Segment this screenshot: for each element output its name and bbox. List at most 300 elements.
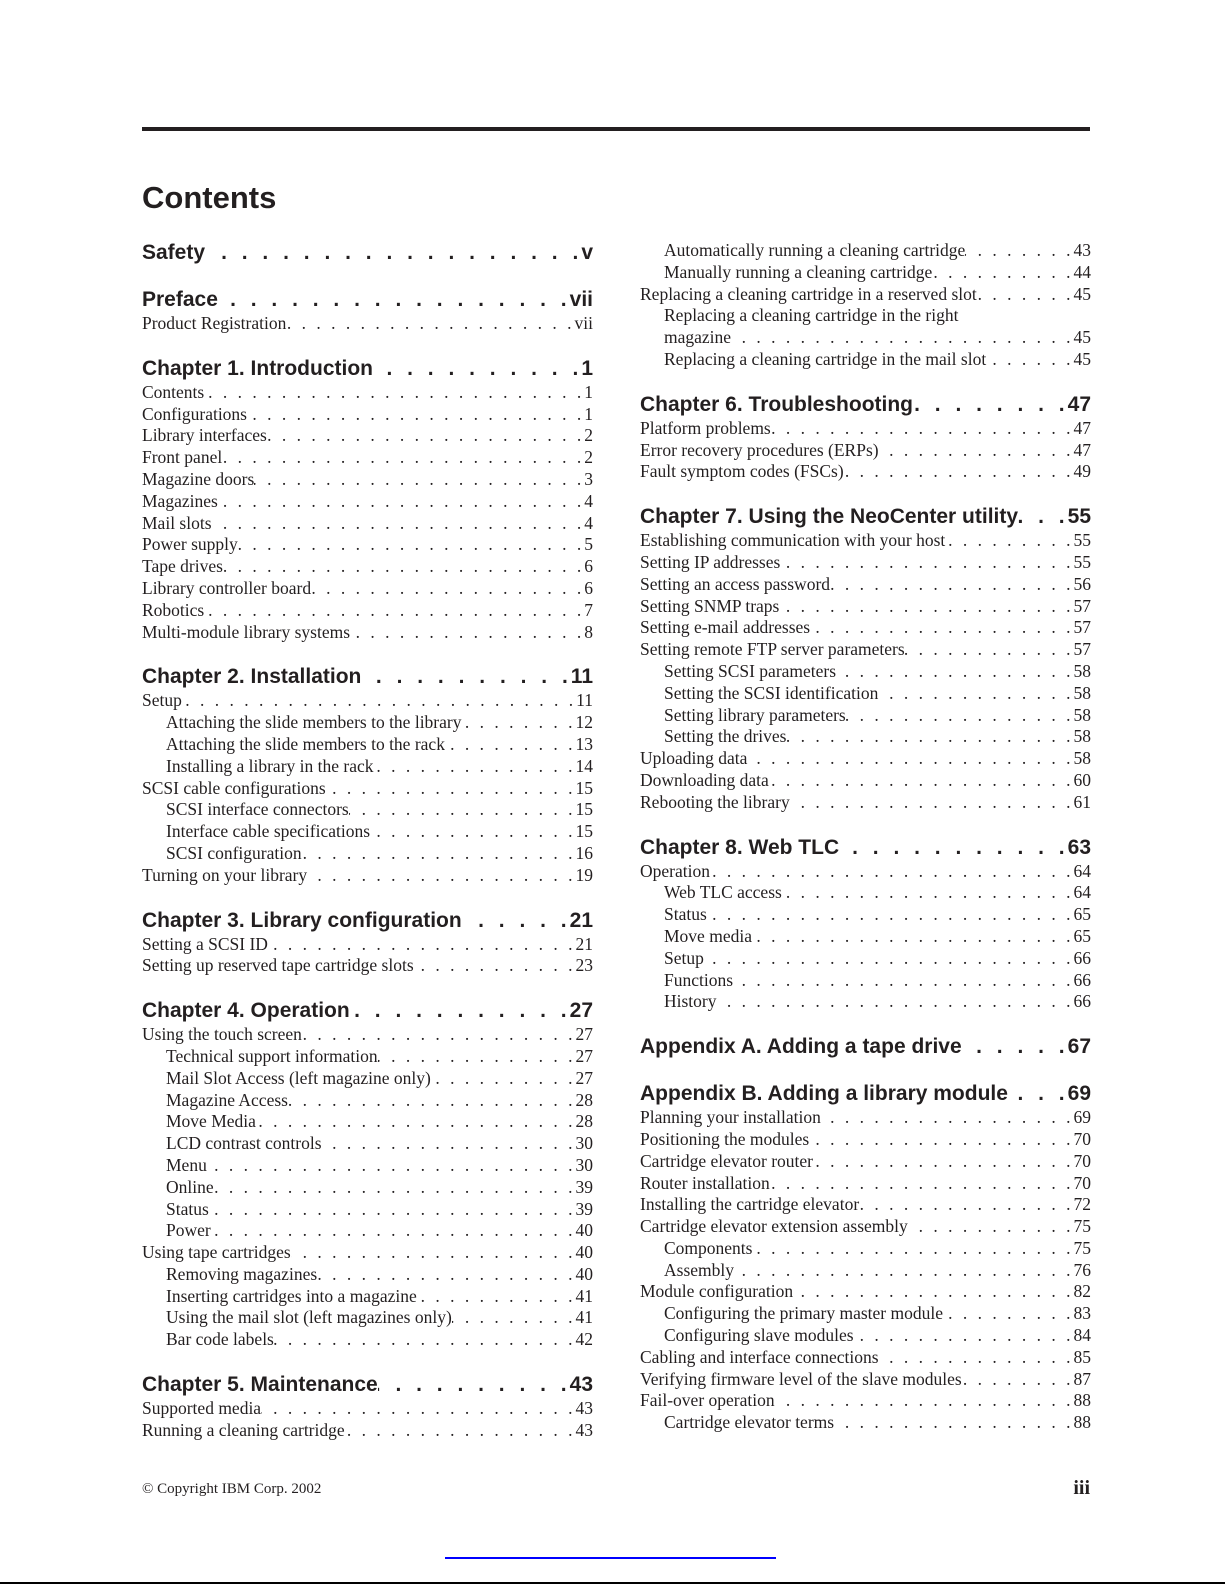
toc-section — [142, 908, 593, 978]
dot-leader — [361, 664, 570, 690]
toc-entry[interactable] — [640, 639, 1091, 661]
toc-entry[interactable] — [640, 1369, 1091, 1391]
entry-title: Inserting cartridges into a magazine — [166, 1285, 417, 1306]
toc-heading[interactable] — [142, 1372, 593, 1398]
toc-entry[interactable] — [640, 552, 1091, 574]
toc-entry[interactable] — [640, 530, 1091, 552]
entry-title: Rebooting the library — [640, 791, 790, 812]
toc-entry[interactable] — [142, 622, 593, 644]
heading-title: Chapter 6. Troubleshooting — [640, 392, 914, 416]
toc-entry[interactable] — [640, 926, 1091, 948]
entry-page: 28 — [575, 1111, 593, 1132]
entry-page: 21 — [575, 933, 593, 954]
dot-leader — [291, 1242, 576, 1264]
dot-leader — [204, 382, 584, 404]
toc-entry[interactable] — [640, 440, 1091, 462]
entry-page: 58 — [1073, 660, 1091, 681]
entry-page: 66 — [1073, 947, 1091, 968]
entry-page: 1 — [584, 403, 593, 424]
dot-leader — [965, 240, 1073, 262]
heading-page: 43 — [569, 1373, 593, 1397]
entry-page: 30 — [575, 1154, 593, 1175]
entry-page: 28 — [575, 1089, 593, 1110]
toc-entry[interactable] — [640, 882, 1091, 904]
toc-entry[interactable] — [142, 799, 593, 821]
toc-entry[interactable] — [640, 970, 1091, 992]
entry-title: Platform problems — [640, 417, 771, 438]
dot-leader — [731, 327, 1073, 349]
heading-title: Appendix B. Adding a library module — [640, 1082, 1008, 1106]
entry-title: Downloading data — [640, 769, 769, 790]
toc-heading[interactable] — [640, 504, 1091, 530]
toc-entry[interactable] — [142, 1242, 593, 1264]
entry-page: 66 — [1073, 991, 1091, 1012]
entry-page: 57 — [1073, 595, 1091, 616]
dot-leader — [908, 1216, 1074, 1238]
toc-section — [142, 240, 593, 266]
toc-heading[interactable] — [142, 356, 593, 382]
heading-page: v — [581, 241, 593, 264]
dot-leader — [373, 356, 581, 382]
toc-heading[interactable] — [640, 1034, 1091, 1060]
heading-title: Safety — [142, 241, 206, 264]
entry-page: 75 — [1073, 1237, 1091, 1258]
entry-page: 8 — [584, 621, 593, 642]
toc-entry[interactable] — [142, 447, 593, 469]
entry-page: 84 — [1073, 1325, 1091, 1346]
toc-entry[interactable] — [142, 1024, 593, 1046]
toc-entry[interactable] — [142, 1329, 593, 1351]
toc-entry[interactable] — [142, 1090, 593, 1112]
toc-entry[interactable] — [640, 305, 1091, 327]
dot-leader — [717, 991, 1074, 1013]
entry-title: Magazines — [142, 490, 218, 511]
entry-page: 57 — [1073, 639, 1091, 660]
toc-entry[interactable] — [142, 955, 593, 977]
entry-title: Interface cable specifications — [166, 821, 371, 842]
entry-title: Menu — [166, 1154, 207, 1175]
entry-page: 41 — [575, 1285, 593, 1306]
heading-title: Chapter 8. Web TLC — [640, 835, 840, 859]
toc-entry[interactable] — [142, 712, 593, 734]
toc-entry[interactable] — [640, 683, 1091, 705]
entry-page: 6 — [584, 577, 593, 598]
dot-leader — [302, 1024, 576, 1046]
entry-title: Setting library parameters — [664, 704, 846, 725]
toc-entry[interactable] — [640, 770, 1091, 792]
dot-leader — [704, 948, 1074, 970]
toc-entry[interactable] — [142, 778, 593, 800]
dot-leader — [307, 865, 575, 887]
dot-leader — [932, 262, 1073, 284]
heading-title: Chapter 3. Library configuration — [142, 908, 462, 932]
toc-entry[interactable] — [640, 1194, 1091, 1216]
entry-title: Cartridge elevator extension assembly — [640, 1216, 908, 1237]
entry-page: 47 — [1073, 439, 1091, 460]
dot-leader — [461, 712, 575, 734]
dot-leader — [809, 1129, 1073, 1151]
toc-entry[interactable] — [142, 1220, 593, 1242]
toc-entry[interactable] — [142, 821, 593, 843]
entry-title: Using the mail slot (left magazines only) — [166, 1307, 452, 1328]
entry-title: Setting the SCSI identification — [664, 682, 879, 703]
toc-entry[interactable] — [640, 1173, 1091, 1195]
entry-title: Planning your installation — [640, 1107, 821, 1128]
toc-entry[interactable] — [142, 1398, 593, 1420]
toc-entry[interactable] — [640, 1390, 1091, 1412]
dot-leader — [734, 1260, 1074, 1282]
entry-page: 55 — [1073, 530, 1091, 551]
heading-page: 27 — [569, 999, 593, 1023]
entry-page: 2 — [584, 447, 593, 468]
toc-entry[interactable] — [640, 991, 1091, 1013]
dot-leader — [782, 882, 1074, 904]
entry-title: Technical support information — [166, 1045, 378, 1066]
toc-entry[interactable] — [640, 792, 1091, 814]
heading-title: Chapter 5. Maintenance — [142, 1373, 378, 1397]
toc-entry[interactable] — [640, 1151, 1091, 1173]
entry-page: 15 — [575, 799, 593, 820]
entry-title: SCSI cable configurations — [142, 777, 326, 798]
entry-page: 64 — [1073, 882, 1091, 903]
dot-leader — [779, 596, 1073, 618]
entry-title: Installing a library in the rack — [166, 755, 374, 776]
entry-title: Power — [166, 1220, 211, 1241]
entry-title: Online — [166, 1176, 214, 1197]
entry-title: Move Media — [166, 1111, 256, 1132]
entry-title: Front panel — [142, 447, 223, 468]
entry-page: 49 — [1073, 461, 1091, 482]
toc-entry[interactable] — [142, 1264, 593, 1286]
dot-leader — [214, 1177, 576, 1199]
entry-title: Setting remote FTP server parameters — [640, 639, 905, 660]
toc-entry[interactable] — [640, 418, 1091, 440]
dot-leader — [462, 908, 570, 934]
toc-entry[interactable] — [640, 1325, 1091, 1347]
dot-leader — [182, 690, 576, 712]
toc-entry[interactable] — [142, 843, 593, 865]
toc-entry[interactable] — [142, 534, 593, 556]
page-title: Contents — [142, 180, 277, 215]
toc-entry[interactable] — [640, 1260, 1091, 1282]
toc-entry[interactable] — [640, 1129, 1091, 1151]
entry-page: 43 — [575, 1398, 593, 1419]
dot-leader — [317, 1264, 575, 1286]
entry-page: 40 — [575, 1242, 593, 1263]
entry-page: 13 — [575, 733, 593, 754]
toc-entry[interactable] — [142, 756, 593, 778]
toc-entry[interactable] — [640, 1303, 1091, 1325]
dot-leader — [211, 1220, 576, 1242]
copyright-notice: © Copyright IBM Corp. 2002 — [142, 1481, 322, 1497]
toc-entry[interactable] — [142, 1177, 593, 1199]
entry-title: Library interfaces — [142, 425, 267, 446]
entry-page: 58 — [1073, 748, 1091, 769]
toc-entry[interactable] — [142, 734, 593, 756]
entry-title: Contents — [142, 381, 205, 402]
toc-entry[interactable] — [640, 1216, 1091, 1238]
entry-page: 6 — [584, 556, 593, 577]
entry-page: 27 — [575, 1045, 593, 1066]
dot-leader — [859, 1194, 1073, 1216]
entry-page: 47 — [1073, 417, 1091, 438]
entry-page: 60 — [1073, 769, 1091, 790]
toc-section — [142, 1372, 593, 1442]
toc-entry[interactable] — [640, 1281, 1091, 1303]
dot-leader — [945, 530, 1073, 552]
entry-title: Multi-module library systems — [142, 621, 351, 642]
entry-title: Move media — [664, 925, 752, 946]
entry-page: vii — [574, 313, 593, 333]
toc-entry[interactable] — [142, 491, 593, 513]
toc-entry[interactable] — [640, 1412, 1091, 1434]
entry-page: 58 — [1073, 682, 1091, 703]
toc-entry[interactable] — [142, 578, 593, 600]
toc-section — [640, 1034, 1091, 1060]
entry-page: 27 — [575, 1024, 593, 1045]
toc-entry[interactable] — [640, 726, 1091, 748]
entry-title: Robotics — [142, 599, 205, 620]
entry-title: Establishing communication with your host — [640, 530, 946, 551]
entry-title: Operation — [640, 860, 710, 881]
entry-title: Fail-over operation — [640, 1390, 775, 1411]
entry-page: 58 — [1073, 704, 1091, 725]
toc-heading[interactable] — [142, 908, 593, 934]
dot-leader — [247, 404, 584, 426]
dot-leader — [288, 1090, 576, 1112]
entry-page: 88 — [1073, 1390, 1091, 1411]
entry-title: Automatically running a cleaning cartridge — [664, 240, 966, 260]
toc-entry[interactable] — [142, 1155, 593, 1177]
toc-entry[interactable] — [640, 461, 1091, 483]
toc-entry[interactable] — [640, 861, 1091, 883]
toc-entry[interactable] — [142, 513, 593, 535]
entry-page: 2 — [584, 425, 593, 446]
entry-page: 58 — [1073, 726, 1091, 747]
dot-leader — [218, 491, 584, 513]
entry-title: Setting a SCSI ID — [142, 933, 268, 954]
toc-section — [640, 504, 1091, 813]
dot-leader — [747, 748, 1073, 770]
entry-title: Power supply — [142, 534, 238, 555]
entry-page: 57 — [1073, 617, 1091, 638]
heading-page: 63 — [1067, 835, 1091, 859]
dot-leader — [256, 1111, 576, 1133]
dot-leader — [854, 1325, 1074, 1347]
heading-title: Appendix A. Adding a tape drive — [640, 1035, 962, 1059]
dot-leader — [322, 1133, 576, 1155]
toc-entry[interactable] — [142, 313, 593, 335]
entry-title: Attaching the slide members to the rack — [166, 733, 445, 754]
heading-page: 21 — [569, 908, 593, 932]
toc-entry[interactable] — [142, 1199, 593, 1221]
toc-entry[interactable] — [142, 690, 593, 712]
dot-leader — [345, 1420, 576, 1442]
entry-page: 88 — [1073, 1412, 1091, 1433]
entry-page: 43 — [1073, 240, 1091, 260]
toc-entry[interactable] — [142, 469, 593, 491]
toc-entry[interactable] — [640, 617, 1091, 639]
toc-entry[interactable] — [640, 596, 1091, 618]
toc-entry[interactable] — [640, 748, 1091, 770]
toc-entry[interactable] — [142, 404, 593, 426]
heading-page: 67 — [1067, 1035, 1091, 1059]
entry-title: Bar code labels — [166, 1329, 274, 1350]
heading-page: 47 — [1067, 392, 1091, 416]
entry-page: 40 — [575, 1220, 593, 1241]
toc-entry[interactable] — [142, 382, 593, 404]
entry-page: 66 — [1073, 969, 1091, 990]
entry-page: 87 — [1073, 1368, 1091, 1389]
toc-heading[interactable] — [142, 664, 593, 690]
dot-leader — [286, 313, 574, 335]
toc-entry[interactable] — [640, 705, 1091, 727]
entry-page: 75 — [1073, 1216, 1091, 1237]
dot-leader — [349, 799, 576, 821]
entry-page: 4 — [584, 490, 593, 511]
toc-entry[interactable] — [640, 284, 1091, 306]
toc-entry[interactable] — [142, 1420, 593, 1442]
dot-leader — [207, 1155, 576, 1177]
dot-leader — [879, 440, 1074, 462]
dot-leader — [209, 1199, 576, 1221]
entry-page: 72 — [1073, 1194, 1091, 1215]
dot-leader — [374, 756, 576, 778]
toc-entry[interactable] — [640, 904, 1091, 926]
toc-entry[interactable] — [142, 934, 593, 956]
dot-leader — [431, 1068, 576, 1090]
dot-leader — [733, 970, 1073, 992]
toc-entry[interactable] — [142, 600, 593, 622]
entry-title: Cartridge elevator terms — [664, 1412, 835, 1433]
entry-page: 19 — [575, 864, 593, 885]
toc-entry[interactable] — [142, 1286, 593, 1308]
entry-title: Library controller board — [142, 577, 312, 598]
heading-page: 69 — [1067, 1082, 1091, 1106]
toc-entry[interactable] — [640, 1347, 1091, 1369]
entry-title: Tape drives — [142, 556, 223, 577]
entry-page: 85 — [1073, 1346, 1091, 1367]
entry-page: 69 — [1073, 1107, 1091, 1128]
toc-entry[interactable] — [640, 349, 1091, 371]
toc-section — [640, 240, 1091, 371]
entry-page: 7 — [584, 599, 593, 620]
dot-leader — [268, 934, 576, 956]
entry-title: LCD contrast controls — [166, 1133, 322, 1154]
toc-entry[interactable] — [640, 574, 1091, 596]
entry-title: Status — [664, 904, 707, 925]
entry-title: Router installation — [640, 1172, 770, 1193]
toc-heading[interactable] — [142, 998, 593, 1024]
toc-entry[interactable] — [640, 661, 1091, 683]
dot-leader — [821, 1107, 1074, 1129]
bottom-border — [0, 1582, 1225, 1584]
dot-leader — [790, 792, 1074, 814]
entry-title: History — [664, 991, 717, 1012]
toc-heading[interactable] — [640, 1081, 1091, 1107]
entry-page: 55 — [1073, 551, 1091, 572]
entry-page: 30 — [575, 1133, 593, 1154]
toc-entry[interactable] — [142, 556, 593, 578]
entry-title: Setting the drives — [664, 726, 787, 747]
heading-title: Preface — [142, 288, 218, 311]
toc-entry[interactable] — [640, 948, 1091, 970]
toc-entry[interactable] — [142, 1133, 593, 1155]
toc-entry[interactable] — [142, 865, 593, 887]
entry-page: 70 — [1073, 1128, 1091, 1149]
toc-entry[interactable] — [142, 1046, 593, 1068]
entry-title: Setting an access password — [640, 573, 831, 594]
entry-title: Removing magazines — [166, 1263, 318, 1284]
entry-page: 44 — [1073, 261, 1091, 282]
toc-heading[interactable] — [142, 240, 593, 266]
blue-divider — [445, 1557, 776, 1559]
entry-title: Cabling and interface connections — [640, 1346, 879, 1367]
entry-title: Setup — [664, 947, 704, 968]
entry-title: Turning on your library — [142, 864, 308, 885]
dot-leader — [943, 1303, 1074, 1325]
dot-leader — [350, 998, 570, 1024]
dot-leader — [326, 778, 576, 800]
toc-heading[interactable] — [640, 835, 1091, 861]
toc-entry-continued[interactable] — [640, 327, 1091, 349]
entry-page: 1 — [584, 381, 593, 402]
dot-leader — [378, 1046, 576, 1068]
dot-leader — [786, 726, 1073, 748]
entry-title: Assembly — [664, 1259, 734, 1280]
entry-page: 45 — [1073, 283, 1091, 304]
entry-title: Installing the cartridge elevator — [640, 1194, 860, 1215]
dot-leader — [445, 734, 576, 756]
dot-leader — [204, 600, 584, 622]
toc-entry[interactable] — [142, 425, 593, 447]
dot-leader — [752, 926, 1074, 948]
entry-title: Replacing a cleaning cartridge in the mail slot — [664, 348, 987, 369]
toc-entry[interactable] — [640, 262, 1091, 284]
toc-heading[interactable] — [640, 392, 1091, 418]
entry-title: Setting up reserved tape cartridge slots — [142, 955, 414, 976]
entry-page: 65 — [1073, 904, 1091, 925]
toc-entry[interactable] — [142, 1111, 593, 1133]
entry-title: Attaching the slide members to the library — [166, 712, 462, 733]
toc-entry[interactable] — [142, 1307, 593, 1329]
entry-page: 27 — [575, 1067, 593, 1088]
toc-entry[interactable] — [640, 1238, 1091, 1260]
toc-entry[interactable] — [640, 1107, 1091, 1129]
entry-title: Magazine Access — [166, 1089, 288, 1110]
entry-title: Running a cleaning cartridge — [142, 1419, 345, 1440]
dot-leader — [836, 661, 1073, 683]
toc-entry[interactable] — [640, 240, 1091, 262]
toc-entry[interactable] — [142, 1068, 593, 1090]
dot-leader — [769, 770, 1074, 792]
heading-page: 11 — [570, 665, 593, 689]
entry-page: 61 — [1073, 791, 1091, 812]
entry-title: Status — [166, 1198, 209, 1219]
dot-leader — [793, 1281, 1073, 1303]
toc-section — [640, 1081, 1091, 1434]
entry-page: 11 — [576, 690, 593, 711]
dot-leader — [770, 1173, 1074, 1195]
toc-section — [142, 287, 593, 335]
toc-heading[interactable] — [142, 287, 593, 313]
dot-leader — [205, 240, 581, 266]
entry-title: Module configuration — [640, 1281, 794, 1302]
entry-page: 15 — [575, 777, 593, 798]
entry-page: 65 — [1073, 925, 1091, 946]
entry-title: Product Registration — [142, 313, 287, 333]
entry-page: 83 — [1073, 1303, 1091, 1324]
